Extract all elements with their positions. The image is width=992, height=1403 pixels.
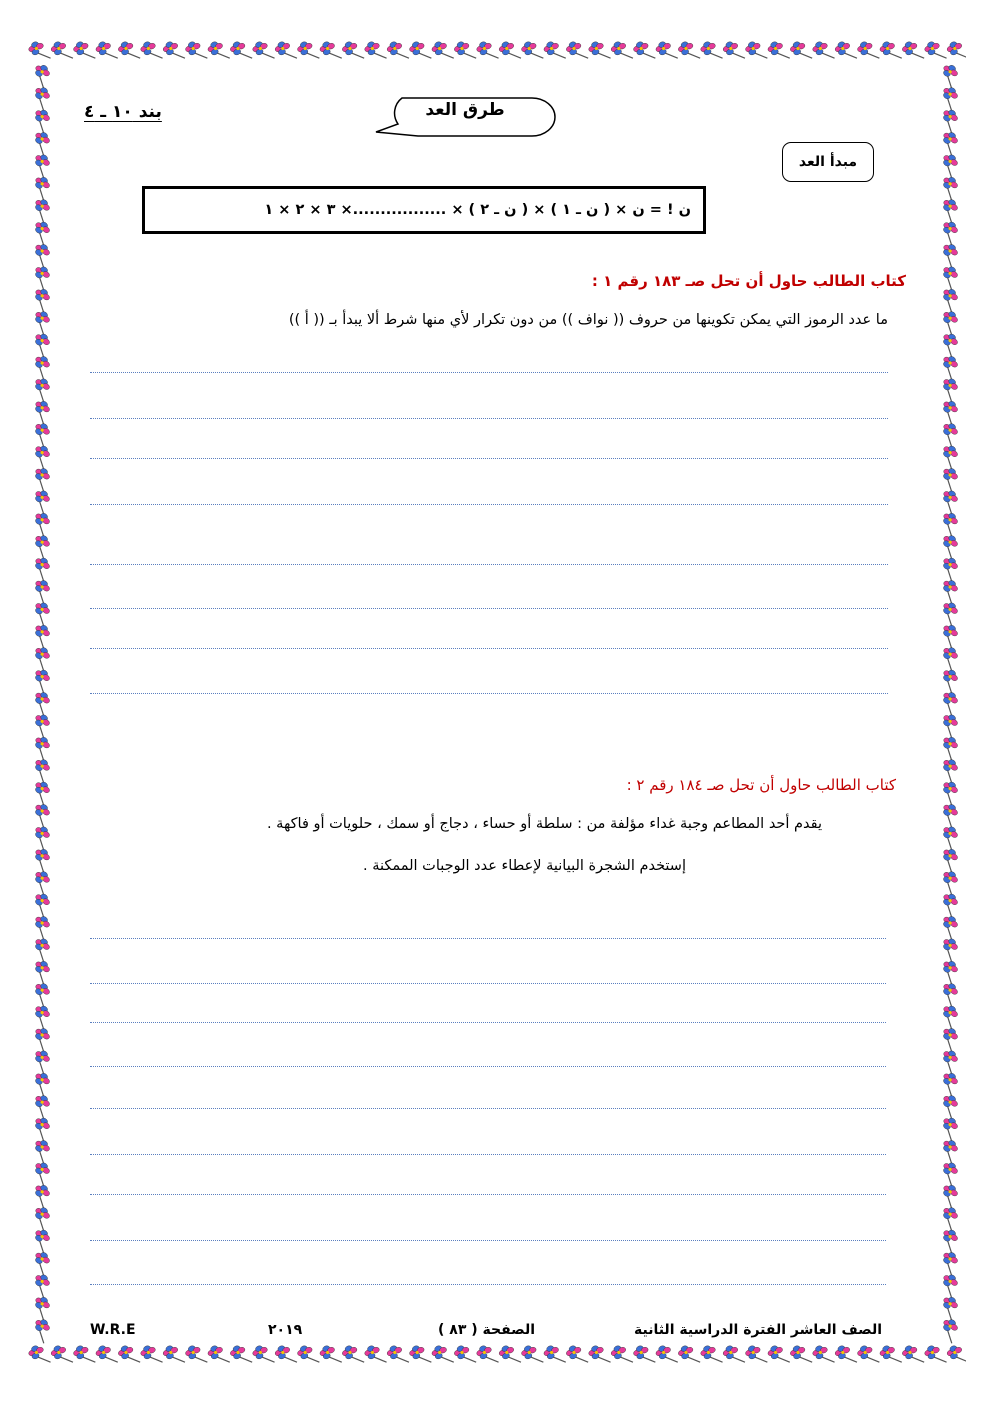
flower-icon	[937, 756, 963, 783]
flower-icon	[29, 532, 55, 559]
flower-icon	[937, 846, 963, 873]
flower-icon	[29, 62, 55, 89]
flower-icon	[29, 913, 55, 940]
flower-icon	[29, 129, 55, 156]
flower-icon	[937, 622, 963, 649]
writing-line	[90, 648, 888, 649]
flower-icon	[937, 801, 963, 828]
flower-icon	[385, 39, 409, 65]
flower-icon	[565, 39, 589, 65]
flower-icon	[453, 39, 477, 65]
flower-icon	[677, 1343, 701, 1369]
footer-page-number: الصفحة ( ٨٣ )	[438, 1322, 536, 1338]
flower-icon	[937, 353, 963, 380]
flower-icon	[296, 1343, 320, 1369]
flower-icon	[744, 1343, 768, 1369]
flower-icon	[937, 488, 963, 515]
flower-border-top	[26, 34, 966, 66]
writing-line	[90, 418, 888, 419]
flower-icon	[29, 1316, 55, 1343]
flower-icon	[29, 264, 55, 291]
writing-line	[90, 693, 888, 694]
flower-icon	[229, 1343, 253, 1369]
flower-icon	[811, 1343, 835, 1369]
flower-icon	[430, 1343, 454, 1369]
writing-line	[90, 1066, 886, 1067]
flower-icon	[937, 779, 963, 806]
flower-border-bottom	[26, 1338, 966, 1370]
flower-icon	[937, 1070, 963, 1097]
flower-icon	[29, 667, 55, 694]
flower-icon	[937, 555, 963, 582]
writing-line	[90, 1194, 886, 1195]
flower-icon	[206, 39, 230, 65]
flower-icon	[29, 1182, 55, 1209]
flower-icon	[318, 1343, 342, 1369]
flower-icon	[29, 891, 55, 918]
flower-icon	[29, 376, 55, 403]
flower-icon	[699, 1343, 723, 1369]
flower-icon	[937, 891, 963, 918]
flower-icon	[29, 1160, 55, 1187]
flower-icon	[937, 868, 963, 895]
flower-icon	[29, 443, 55, 470]
flower-icon	[29, 196, 55, 223]
flower-icon	[937, 1204, 963, 1231]
flower-icon	[744, 39, 768, 65]
flower-icon	[29, 958, 55, 985]
exercise2-question-line2: إستخدم الشجرة البيانية لإعطاء عدد الوجبات الممكنة .	[362, 858, 686, 874]
flower-icon	[654, 1343, 678, 1369]
flower-icon	[341, 39, 365, 65]
writing-line	[90, 1284, 886, 1285]
writing-line	[90, 1108, 886, 1109]
flower-icon	[542, 1343, 566, 1369]
writing-line	[90, 504, 888, 505]
flower-icon	[856, 1343, 880, 1369]
flower-icon	[937, 308, 963, 335]
flower-icon	[937, 264, 963, 291]
flower-icon	[29, 241, 55, 268]
exercise2-heading: كتاب الطالب حاول أن تحل صـ ١٨٤ رقم ٢ :	[626, 776, 896, 794]
flower-icon	[937, 1092, 963, 1119]
flower-icon	[937, 577, 963, 604]
writing-line	[90, 938, 886, 939]
flower-icon	[29, 734, 55, 761]
flower-icon	[937, 1003, 963, 1030]
flower-icon	[29, 510, 55, 537]
flower-icon	[609, 1343, 633, 1369]
flower-icon	[937, 913, 963, 940]
flower-border-left	[26, 34, 58, 1370]
flower-icon	[721, 1343, 745, 1369]
flower-icon	[937, 824, 963, 851]
flower-icon	[937, 1294, 963, 1321]
flower-icon	[94, 39, 118, 65]
flower-icon	[699, 39, 723, 65]
flower-icon	[937, 196, 963, 223]
flower-icon	[937, 1025, 963, 1052]
flower-icon	[937, 241, 963, 268]
flower-icon	[29, 756, 55, 783]
flower-icon	[29, 1249, 55, 1276]
flower-icon	[29, 1115, 55, 1142]
flower-icon	[937, 734, 963, 761]
flower-icon	[937, 1048, 963, 1075]
flower-icon	[587, 1343, 611, 1369]
flower-icon	[542, 39, 566, 65]
footer-year: ٢٠١٩	[268, 1322, 303, 1338]
flower-icon	[937, 1115, 963, 1142]
flower-icon	[117, 1343, 141, 1369]
flower-icon	[29, 1070, 55, 1097]
flower-border-right	[934, 34, 966, 1370]
writing-line	[90, 608, 888, 609]
flower-icon	[937, 174, 963, 201]
writing-line	[90, 983, 886, 984]
flower-icon	[184, 1343, 208, 1369]
flower-icon	[937, 443, 963, 470]
flower-icon	[937, 107, 963, 134]
flower-icon	[29, 420, 55, 447]
flower-icon	[29, 622, 55, 649]
flower-icon	[273, 1343, 297, 1369]
flower-icon	[937, 712, 963, 739]
flower-icon	[878, 1343, 902, 1369]
flower-icon	[766, 1343, 790, 1369]
flower-icon	[937, 84, 963, 111]
flower-icon	[937, 1316, 963, 1343]
flower-icon	[937, 667, 963, 694]
flower-icon	[29, 353, 55, 380]
flower-icon	[184, 39, 208, 65]
flower-icon	[937, 376, 963, 403]
writing-line	[90, 1022, 886, 1023]
flower-icon	[251, 39, 275, 65]
section-id: بند ١٠ ـ ٤	[84, 102, 162, 122]
flower-icon	[408, 1343, 432, 1369]
flower-icon	[937, 1272, 963, 1299]
flower-icon	[29, 107, 55, 134]
flower-icon	[937, 958, 963, 985]
exercise2-question-line1: يقدم أحد المطاعم وجبة غداء مؤلفة من : سلطة أو حساء ، دجاج أو سمك ، حلويات أو فاكهة .	[266, 816, 822, 832]
flower-icon	[937, 1160, 963, 1187]
writing-line	[90, 372, 888, 373]
flower-icon	[937, 331, 963, 358]
flower-icon	[497, 39, 521, 65]
exercise1-question: ما عدد الرموز التي يمكن تكوينها من حروف (( نواف )) من دون تكرار لأي منها شرط ألا يبدأ بـ (( أ ))	[288, 312, 888, 328]
flower-icon	[29, 1294, 55, 1321]
flower-icon	[789, 1343, 813, 1369]
flower-icon	[937, 600, 963, 627]
flower-icon	[29, 980, 55, 1007]
flower-icon	[29, 644, 55, 671]
flower-icon	[29, 465, 55, 492]
flower-icon	[29, 1025, 55, 1052]
flower-icon	[29, 398, 55, 425]
flower-icon	[937, 644, 963, 671]
flower-icon	[29, 801, 55, 828]
flower-icon	[29, 555, 55, 582]
flower-icon	[29, 174, 55, 201]
flower-icon	[833, 39, 857, 65]
flower-icon	[29, 152, 55, 179]
flower-icon	[789, 39, 813, 65]
flower-icon	[721, 39, 745, 65]
flower-icon	[453, 1343, 477, 1369]
flower-icon	[632, 39, 656, 65]
flower-icon	[29, 1204, 55, 1231]
flower-icon	[94, 1343, 118, 1369]
flower-icon	[937, 152, 963, 179]
flower-icon	[937, 1137, 963, 1164]
flower-icon	[632, 1343, 656, 1369]
flower-icon	[856, 39, 880, 65]
page-title: طرق العد	[425, 100, 505, 120]
writing-line	[90, 1154, 886, 1155]
flower-icon	[497, 1343, 521, 1369]
flower-icon	[318, 39, 342, 65]
flower-icon	[29, 1048, 55, 1075]
flower-icon	[273, 39, 297, 65]
flower-icon	[520, 1343, 544, 1369]
principle-label: مبدأ العد	[782, 142, 874, 182]
flower-icon	[29, 1272, 55, 1299]
flower-icon	[29, 219, 55, 246]
flower-icon	[430, 39, 454, 65]
flower-icon	[408, 39, 432, 65]
flower-icon	[475, 39, 499, 65]
flower-icon	[72, 39, 96, 65]
factorial-formula	[142, 186, 706, 234]
flower-icon	[29, 1092, 55, 1119]
flower-icon	[937, 219, 963, 246]
flower-icon	[29, 577, 55, 604]
flower-icon	[117, 39, 141, 65]
flower-icon	[677, 39, 701, 65]
flower-icon	[937, 398, 963, 425]
flower-icon	[878, 39, 902, 65]
flower-icon	[139, 39, 163, 65]
flower-icon	[206, 1343, 230, 1369]
writing-line	[90, 1240, 886, 1241]
flower-icon	[29, 868, 55, 895]
writing-line	[90, 458, 888, 459]
flower-icon	[475, 1343, 499, 1369]
flower-icon	[937, 689, 963, 716]
flower-icon	[29, 712, 55, 739]
flower-icon	[29, 936, 55, 963]
flower-icon	[363, 1343, 387, 1369]
flower-icon	[161, 39, 185, 65]
flower-icon	[565, 1343, 589, 1369]
flower-icon	[833, 1343, 857, 1369]
flower-icon	[29, 308, 55, 335]
flower-icon	[937, 420, 963, 447]
footer-author: W.R.E	[90, 1322, 136, 1338]
flower-icon	[937, 129, 963, 156]
flower-icon	[937, 465, 963, 492]
flower-icon	[229, 39, 253, 65]
flower-icon	[72, 1343, 96, 1369]
flower-icon	[937, 286, 963, 313]
flower-icon	[937, 936, 963, 963]
flower-icon	[937, 1182, 963, 1209]
flower-icon	[937, 532, 963, 559]
flower-icon	[937, 510, 963, 537]
flower-icon	[937, 1249, 963, 1276]
exercise1-heading: كتاب الطالب حاول أن تحل صـ ١٨٣ رقم ١ :	[591, 272, 906, 290]
flower-icon	[811, 39, 835, 65]
flower-icon	[29, 1137, 55, 1164]
flower-icon	[937, 980, 963, 1007]
flower-icon	[29, 600, 55, 627]
flower-icon	[901, 39, 925, 65]
flower-icon	[520, 39, 544, 65]
flower-icon	[296, 39, 320, 65]
flower-icon	[29, 1003, 55, 1030]
flower-icon	[363, 39, 387, 65]
flower-icon	[901, 1343, 925, 1369]
flower-icon	[587, 39, 611, 65]
flower-icon	[29, 1227, 55, 1254]
flower-icon	[766, 39, 790, 65]
footer-course: الصف العاشر الفترة الدراسية الثانية	[634, 1322, 882, 1338]
factorial-formula-text: ن ! = ن × ( ن ـ ١ ) × ( ن ـ ٢ ) × .................× ٣ × ٢ × ١	[264, 202, 691, 218]
flower-icon	[654, 39, 678, 65]
flower-icon	[937, 62, 963, 89]
flower-icon	[609, 39, 633, 65]
flower-icon	[937, 1227, 963, 1254]
flower-icon	[385, 1343, 409, 1369]
flower-icon	[29, 689, 55, 716]
flower-icon	[139, 1343, 163, 1369]
flower-icon	[29, 331, 55, 358]
flower-icon	[29, 286, 55, 313]
flower-icon	[161, 1343, 185, 1369]
flower-icon	[29, 824, 55, 851]
flower-icon	[29, 84, 55, 111]
flower-icon	[341, 1343, 365, 1369]
flower-icon	[29, 488, 55, 515]
writing-line	[90, 564, 888, 565]
flower-icon	[29, 779, 55, 806]
flower-icon	[251, 1343, 275, 1369]
flower-icon	[29, 846, 55, 873]
